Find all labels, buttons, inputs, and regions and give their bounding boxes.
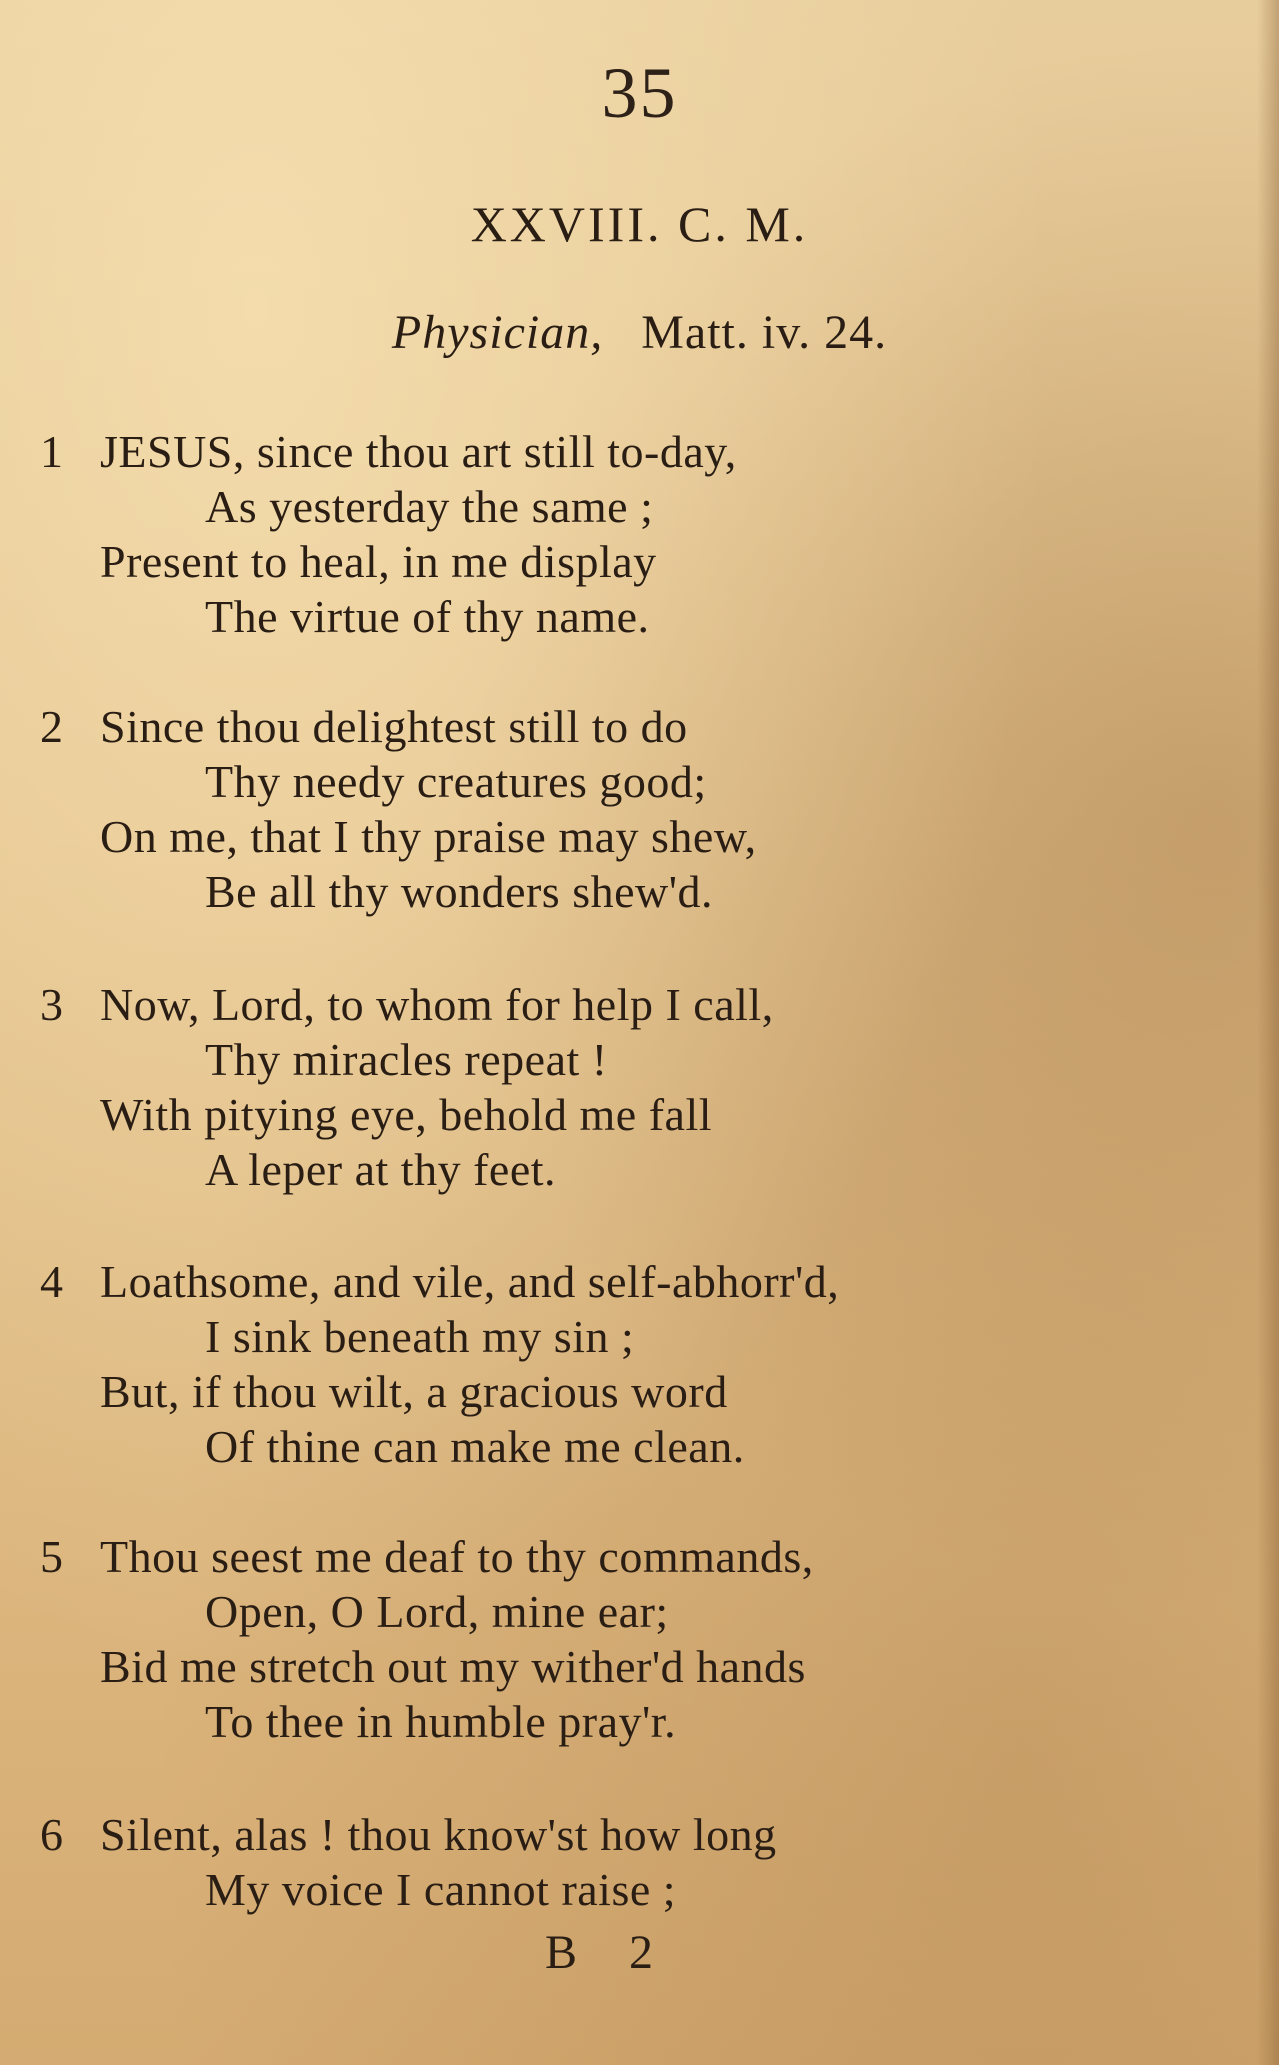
- stanza-number: 1: [40, 426, 63, 477]
- verse-line: Thou seest me deaf to thy commands,: [100, 1531, 814, 1582]
- verse-line: Thy needy creatures good;: [205, 756, 707, 807]
- verse-line: Bid me stretch out my wither'd hands: [100, 1641, 806, 1692]
- verse-line: With pitying eye, behold me fall: [100, 1089, 713, 1140]
- verse-line: The virtue of thy name.: [205, 591, 650, 642]
- verse-line: As yesterday the same ;: [205, 481, 654, 532]
- verse-line: Thy miracles repeat !: [205, 1034, 608, 1085]
- signature-mark: B 2: [545, 1926, 674, 1979]
- stanza-number: 2: [40, 701, 63, 752]
- hymn-title: XXVIII. C. M.: [470, 196, 809, 252]
- verse-line: Now, Lord, to whom for help I call,: [100, 979, 774, 1030]
- stanza-number: 4: [40, 1256, 63, 1307]
- verse-line: JESUS, since thou art still to-day,: [100, 426, 737, 477]
- verse-line: Silent, alas ! thou know'st how long: [100, 1809, 777, 1860]
- scripture-reference: Matt. iv. 24.: [641, 306, 888, 359]
- tune-name: Physician,: [391, 306, 604, 359]
- stanza-number: 5: [40, 1531, 63, 1582]
- verse-line: Open, O Lord, mine ear;: [205, 1586, 669, 1637]
- hymn-subtitle: [0, 305, 1279, 360]
- verse-line: I sink beneath my sin ;: [205, 1311, 635, 1362]
- stanza-number: 6: [40, 1809, 63, 1860]
- verse-line: Present to heal, in me display: [100, 536, 657, 587]
- verse-line: My voice I cannot raise ;: [205, 1864, 677, 1915]
- verse-line: A leper at thy feet.: [205, 1144, 557, 1195]
- verse-line: Since thou delightest still to do: [100, 701, 688, 752]
- verse-line: But, if thou wilt, a gracious word: [100, 1366, 728, 1417]
- page-number: 35: [601, 53, 678, 133]
- verse-line: To thee in humble pray'r.: [205, 1696, 677, 1747]
- verse-line: Be all thy wonders shew'd.: [205, 866, 714, 917]
- verse-line: Loathsome, and vile, and self-abhorr'd,: [100, 1256, 840, 1307]
- stanza-number: 3: [40, 979, 63, 1030]
- verse-line: On me, that I thy praise may shew,: [100, 811, 757, 862]
- verse-line: Of thine can make me clean.: [205, 1421, 745, 1472]
